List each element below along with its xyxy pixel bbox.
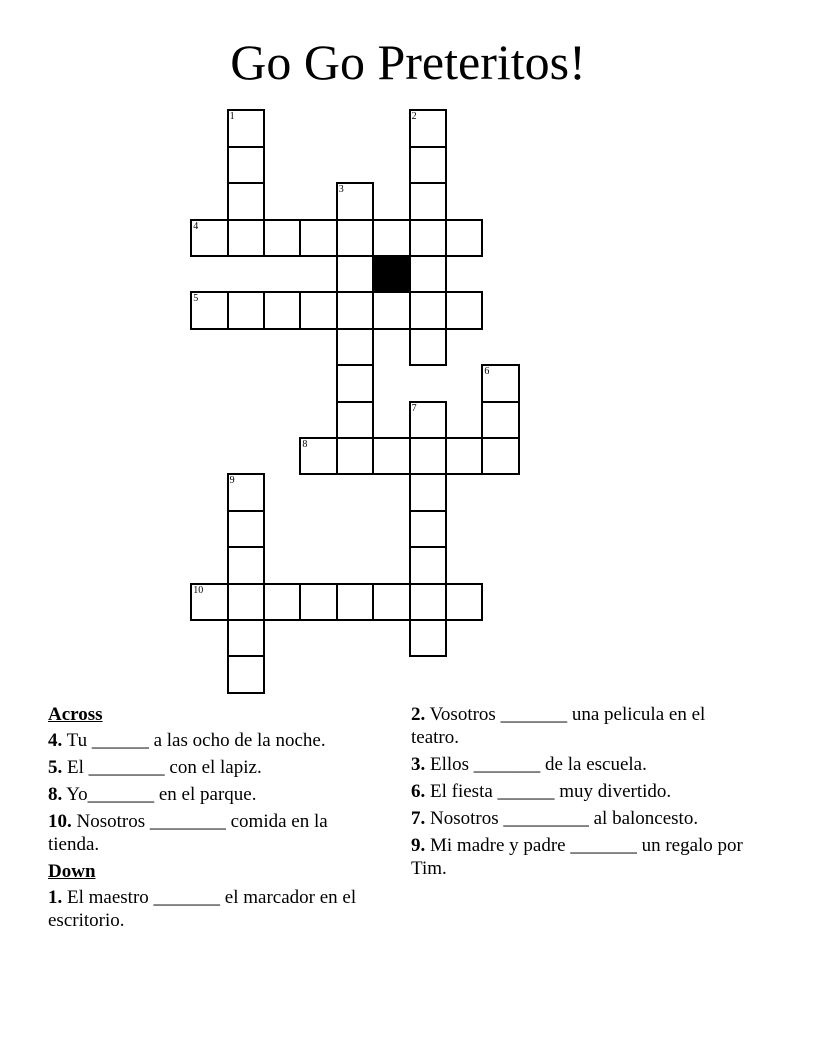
grid-cell[interactable] — [336, 364, 374, 402]
grid-cell[interactable] — [336, 291, 374, 329]
grid-cell[interactable] — [263, 219, 301, 257]
grid-cell[interactable] — [481, 401, 519, 439]
clue-number-label: 6 — [484, 366, 490, 378]
grid-cell[interactable] — [372, 437, 410, 475]
clue-number-label: 3 — [338, 184, 344, 196]
clue-text: El fiesta ______ muy divertido. — [425, 781, 672, 802]
clue-text: Vosotros _______ una pelicula en el teatro. — [411, 704, 706, 748]
grid-cell[interactable] — [409, 473, 447, 511]
across-clue — [48, 729, 383, 752]
grid-cell[interactable] — [445, 291, 483, 329]
grid-cell[interactable] — [409, 510, 447, 548]
clue-text: Tu ______ a las ocho de la noche. — [62, 730, 326, 751]
across-heading: Across — [48, 704, 103, 725]
clue-number-label: 4 — [193, 220, 199, 232]
grid-cell[interactable] — [409, 401, 447, 439]
grid-cell[interactable] — [227, 291, 265, 329]
grid-cell[interactable] — [481, 364, 519, 402]
grid-cell[interactable] — [227, 219, 265, 257]
grid-cell[interactable] — [481, 437, 519, 475]
grid-cell[interactable] — [299, 219, 337, 257]
grid-cell[interactable] — [409, 109, 447, 147]
down-heading: Down — [48, 861, 96, 882]
black-grid-cell — [372, 255, 410, 293]
clue-number-label: 8 — [302, 439, 308, 450]
clue-number: 1. — [48, 887, 63, 908]
grid-cell[interactable] — [336, 255, 374, 293]
clue-text: El maestro _______ el marcador en el escritorio. — [48, 887, 357, 931]
grid-cell[interactable] — [445, 437, 483, 475]
grid-cell[interactable] — [409, 546, 447, 584]
down-clue — [48, 886, 383, 932]
clue-number-label: 9 — [229, 475, 235, 487]
page-title: Go Go Preteritos! — [230, 34, 586, 90]
clue-text: Nosotros ________ comida en la tienda. — [48, 811, 328, 855]
grid-cell[interactable] — [409, 146, 447, 184]
clue-text: Mi madre y padre _______ un regalo por Tim. — [411, 835, 743, 879]
across-clue-list — [48, 729, 383, 856]
grid-cell[interactable] — [227, 619, 265, 657]
grid-cell[interactable] — [227, 473, 265, 511]
clue-clue — [411, 807, 751, 830]
grid-cell[interactable] — [336, 583, 374, 621]
clue-clue — [411, 753, 751, 776]
clue-number: 9. — [411, 835, 426, 856]
grid-cell[interactable] — [227, 655, 265, 693]
clue-number: 4. — [48, 730, 63, 751]
clue-number-label: 1 — [229, 111, 235, 123]
down-clue-list — [48, 886, 383, 932]
grid-cell[interactable] — [372, 583, 410, 621]
grid-cell[interactable] — [409, 619, 447, 657]
clue-clue — [411, 834, 751, 880]
clue-clue — [411, 780, 751, 803]
grid-cell[interactable] — [190, 219, 228, 257]
grid-cell[interactable] — [409, 583, 447, 621]
grid-cell[interactable] — [336, 401, 374, 439]
grid-cell[interactable] — [190, 583, 228, 621]
clue-number: 10. — [48, 811, 72, 832]
clue-number: 5. — [48, 757, 63, 778]
across-clue — [48, 783, 383, 806]
grid-cell[interactable] — [299, 437, 337, 475]
across-clue — [48, 756, 383, 779]
clue-number: 7. — [411, 808, 426, 829]
grid-cell[interactable] — [336, 328, 374, 366]
clue-text: Nosotros _________ al baloncesto. — [425, 808, 699, 829]
grid-cell[interactable] — [409, 291, 447, 329]
grid-cell[interactable] — [299, 583, 337, 621]
grid-cell[interactable] — [190, 291, 228, 329]
grid-cell[interactable] — [227, 546, 265, 584]
clue-clue — [411, 703, 751, 749]
grid-cell[interactable] — [409, 328, 447, 366]
clues-right-column — [411, 703, 751, 884]
clue-text: El ________ con el lapiz. — [62, 757, 262, 778]
grid-cell[interactable] — [263, 583, 301, 621]
clue-number: 8. — [48, 784, 63, 805]
grid-cell[interactable] — [227, 510, 265, 548]
grid-cell[interactable] — [409, 182, 447, 220]
clue-text: Ellos _______ de la escuela. — [425, 754, 647, 775]
grid-cell[interactable] — [227, 109, 265, 147]
grid-cell[interactable] — [299, 291, 337, 329]
clue-number-label: 5 — [193, 293, 199, 305]
grid-cell[interactable] — [336, 182, 374, 220]
grid-cell[interactable] — [227, 182, 265, 220]
clue-text: Yo_______ en el parque. — [62, 784, 257, 805]
grid-cell[interactable] — [445, 219, 483, 257]
grid-cell[interactable] — [263, 291, 301, 329]
clue-list-continued — [411, 703, 751, 880]
grid-cell[interactable] — [227, 146, 265, 184]
grid-cell[interactable] — [409, 219, 447, 257]
grid-cell[interactable] — [409, 437, 447, 475]
across-clue — [48, 810, 383, 856]
grid-cell[interactable] — [227, 583, 265, 621]
grid-cell[interactable] — [372, 291, 410, 329]
clue-number: 6. — [411, 781, 426, 802]
grid-cell[interactable] — [372, 219, 410, 257]
grid-cell[interactable] — [336, 437, 374, 475]
clues-left-column — [48, 703, 383, 936]
clue-number-label: 10 — [193, 584, 204, 596]
clue-number-label: 2 — [411, 111, 417, 123]
grid-cell[interactable] — [445, 583, 483, 621]
grid-cell[interactable] — [409, 255, 447, 293]
clue-number: 3. — [411, 754, 426, 775]
clue-number-label: 7 — [411, 402, 417, 414]
clue-number: 2. — [411, 704, 426, 725]
grid-cell[interactable] — [336, 219, 374, 257]
